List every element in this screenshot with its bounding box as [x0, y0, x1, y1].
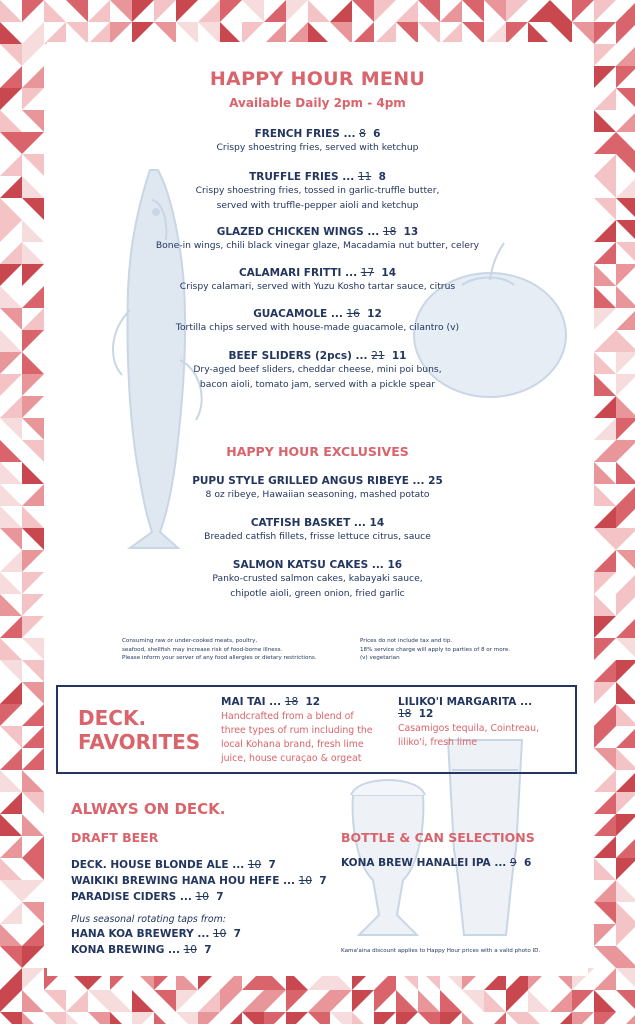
exclusive-item — [47, 559, 588, 601]
list-item: WAIKIKI BREWING HANA HOU HEFE ... 10 7 — [71, 875, 327, 887]
menu-item-desc: Dry-aged beef sliders, cheddar cheese, mini poi buns, — [193, 364, 442, 375]
menu-item — [47, 128, 588, 155]
menu-item-name: FRENCH FRIES ... 8 6 — [254, 128, 381, 140]
list-item: KONA BREWING ... 10 7 — [71, 944, 212, 956]
exclusive-item-desc: Panko-crusted salmon cakes, kabayaki sauce, — [212, 573, 423, 584]
menu-item-desc: bacon aioli, tomato jam, served with a pickle spear — [199, 379, 436, 390]
exclusive-item-desc: chipotle aioli, green onion, fried garlic — [230, 588, 405, 599]
exclusives-title: HAPPY HOUR EXCLUSIVES — [226, 444, 409, 459]
exclusive-item-name: PUPU STYLE GRILLED ANGUS RIBEYE ... 25 — [192, 475, 443, 487]
exclusive-item — [47, 475, 588, 502]
always-on-deck-title: ALWAYS ON DECK. — [71, 800, 226, 818]
menu-item-desc: Crispy calamari, served with Yuzu Kosho tartar sauce, citrus — [179, 281, 456, 292]
pricing-note: Prices do not include tax and tip. 18% service charge will apply to parties of 8 or more. (v) vegetarian — [360, 638, 511, 661]
drink-mai-tai: MAI TAI ... 18 12 Handcrafted from a blend of three types of rum including the local Kohana brand, fresh lime juice, house curaçao & orgeat — [221, 696, 373, 764]
drink-margarita: LILIKO'I MARGARITA ... 18 12 Casamigos tequila, Cointreau, liliko'i, fresh lime — [398, 696, 540, 748]
exclusive-item-desc: Breaded catfish fillets, frisse lettuce citrus, sauce — [204, 531, 431, 542]
menu-item — [47, 171, 588, 213]
deck-favorites-title: DECK. FAVORITES — [78, 706, 201, 754]
kamaaina-note: Kama'aina discount applies to Happy Hour prices with a valid photo ID. — [341, 948, 541, 954]
menu-item — [47, 350, 588, 392]
menu-item-name: GUACAMOLE ... 16 12 — [253, 308, 382, 320]
allergy-note: Consuming raw or under-cooked meats, poultry, seafood, shellfish may increase risk of food-borne illness. Please inform your server of any food allergies or dietary restrictions. — [122, 638, 317, 661]
menu-item-desc: Crispy shoestring fries, tossed in garlic-truffle butter, — [195, 185, 440, 196]
seasonal-note: Plus seasonal rotating taps from: — [71, 914, 226, 925]
page-subtitle: Available Daily 2pm - 4pm — [229, 96, 406, 110]
page-title: HAPPY HOUR MENU — [209, 68, 426, 90]
draft-list — [71, 857, 327, 905]
menu-item-desc: Bone-in wings, chili black vinegar glaze, Macadamia nut butter, celery — [155, 240, 480, 251]
list-item: KONA BREW HANALEI IPA ... 9 6 — [341, 857, 532, 869]
exclusive-item — [47, 517, 588, 544]
menu-item-desc: served with truffle-pepper aioli and ketchup — [216, 200, 419, 211]
menu-item-desc: Crispy shoestring fries, served with ketchup — [216, 142, 419, 153]
draft-beer-title: DRAFT BEER — [71, 830, 159, 845]
menu-item-name: CALAMARI FRITTI ... 17 14 — [238, 267, 397, 279]
bottle-can-title: BOTTLE & CAN SELECTIONS — [341, 830, 535, 845]
exclusive-item-desc: 8 oz ribeye, Hawaiian seasoning, mashed potato — [205, 489, 430, 500]
menu-item-name: TRUFFLE FRIES ... 11 8 — [249, 171, 386, 183]
menu-item — [47, 226, 588, 253]
list-item: PARADISE CIDERS ... 10 7 — [71, 891, 224, 903]
menu-item-desc: Tortilla chips served with house-made guacamole, cilantro (v) — [175, 322, 460, 333]
menu-item-name: GLAZED CHICKEN WINGS ... 18 13 — [216, 226, 419, 238]
menu-item — [47, 267, 588, 294]
seasonal-list — [71, 926, 241, 958]
list-item: DECK. HOUSE BLONDE ALE ... 10 7 — [71, 859, 276, 871]
menu-item — [47, 308, 588, 335]
list-item: HANA KOA BREWERY ... 10 7 — [71, 928, 241, 940]
exclusive-item-name: SALMON KATSU CAKES ... 16 — [232, 559, 403, 571]
beer-glass-illustration — [343, 765, 433, 945]
menu-item-name: BEEF SLIDERS (2pcs) ... 21 11 — [228, 350, 407, 362]
exclusive-item-name: CATFISH BASKET ... 14 — [250, 517, 385, 529]
